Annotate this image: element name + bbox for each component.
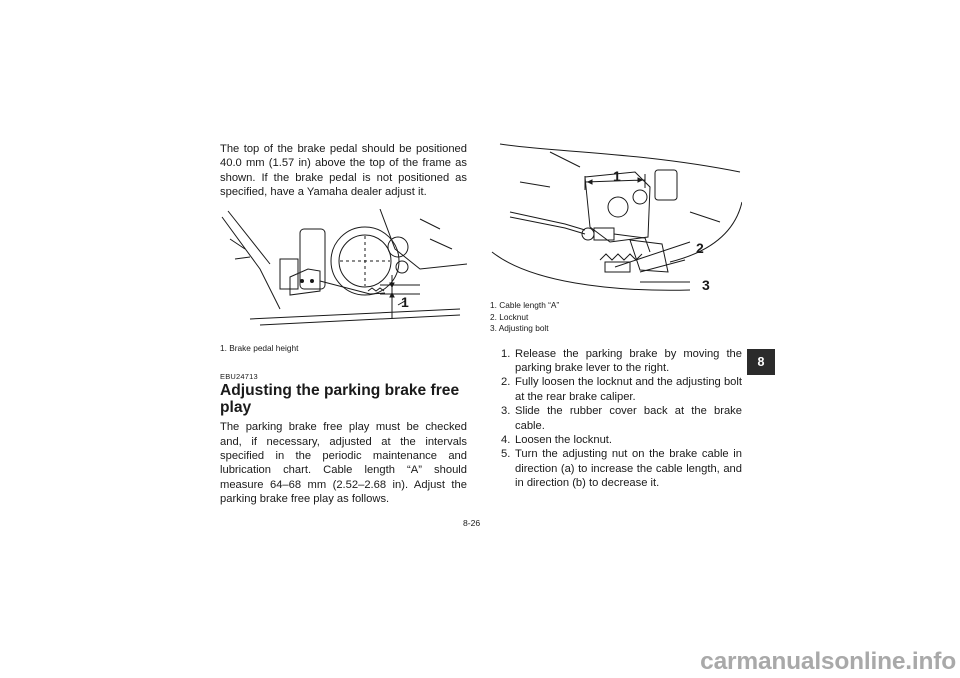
list-item [490, 447, 742, 490]
list-item [490, 404, 742, 433]
page-number: 8-26 [463, 518, 481, 528]
watermark: carmanualsonline.info [700, 648, 956, 675]
section-code: EBU24713 [220, 372, 258, 382]
step-text: Loosen the locknut. [515, 433, 613, 446]
adjustment-steps [490, 347, 742, 491]
step-number: 2. [501, 376, 511, 389]
figure-callout-1: 1 [613, 168, 621, 184]
chapter-tab: 8 [747, 349, 775, 375]
caption-adjusting-bolt: 3. Adjusting bolt [490, 323, 549, 333]
brake-pedal-caption: 1. Brake pedal height [220, 342, 299, 353]
figure-callout-2: 2 [696, 240, 704, 256]
step-number: 4. [501, 433, 511, 446]
section-heading: Adjusting the parking brake free play [220, 382, 460, 417]
step-text: Release the parking brake by moving the parking brake lever to the right. [515, 347, 742, 374]
step-number: 3. [501, 405, 511, 418]
brake-pedal-intro: The top of the brake pedal should be positioned 40.0 mm (1.57 in) above the top of the frame as shown. If the brake pedal is not positioned as specified, have a Yamaha dealer adjust it. [220, 143, 467, 199]
parking-brake-figure [490, 142, 742, 296]
list-item [490, 433, 742, 447]
figure-callout-1: 1 [401, 293, 409, 310]
parking-brake-body: The parking brake free play must be checked and, if necessary, adjusted at the intervals specified in the periodic maintenance and lubrication chart. Cable length “A” should measure 64–68 mm (2.52–2.68 in). Adjust the parking brake free play as follows. [220, 421, 467, 506]
step-text: Turn the adjusting nut on the brake cable in direction (a) to increase the cable length, and in direction (b) to decrease it. [515, 448, 742, 490]
left-column [220, 142, 467, 507]
step-text: Slide the rubber cover back at the brake cable. [515, 405, 742, 432]
caption-cable-length: 1. Cable length “A” [490, 300, 560, 310]
parking-brake-captions [490, 300, 742, 335]
figure-callout-3: 3 [702, 277, 710, 293]
right-column [490, 142, 742, 491]
list-item [490, 375, 742, 404]
step-text: Fully loosen the locknut and the adjusting bolt at the rear brake caliper. [515, 376, 742, 403]
caption-locknut: 2. Locknut [490, 311, 529, 322]
step-number: 5. [501, 448, 511, 461]
list-item [490, 347, 742, 376]
brake-pedal-figure [220, 209, 467, 331]
step-number: 1. [501, 347, 511, 360]
